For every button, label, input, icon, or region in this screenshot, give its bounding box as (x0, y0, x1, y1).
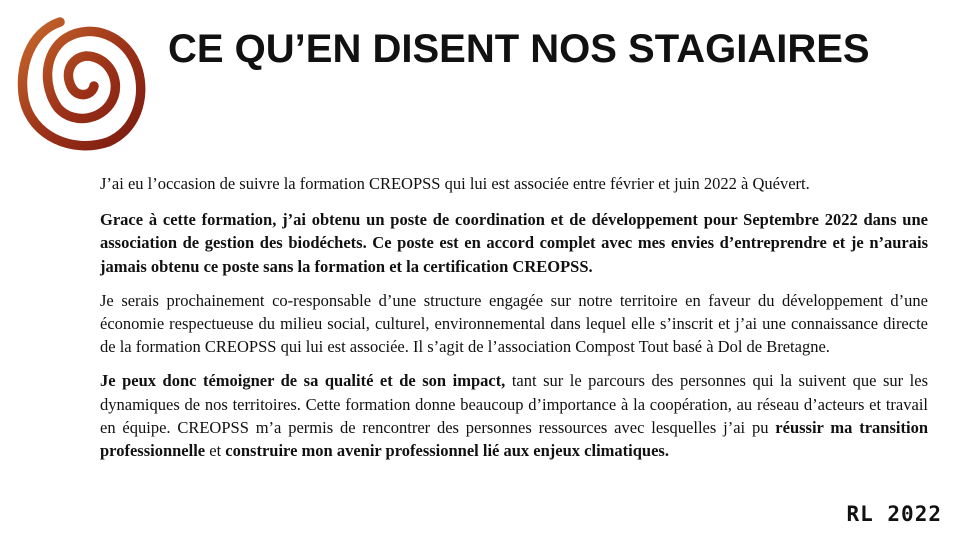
page-title: CE QU’EN DISENT NOS STAGIAIRES (168, 27, 870, 71)
testimonial-text (100, 172, 928, 473)
testimonial-paragraph-3: Je serais prochainement co-responsable d’une structure engagée sur notre territoire en faveur du développement d’une économie respectueuse du milieu social, culturel, environnemental dans lequel elle s’inscrit et j’ai une connaissance directe de la formation CREOPSS qui lui est associée. Il s’agit de l’association Compost Tout basé à Dol de Bretagne. (100, 290, 928, 357)
testimonial-paragraph-2 (100, 208, 928, 278)
spiral-logo-icon (14, 12, 146, 154)
quality-impact-bold: Je peux donc témoigner de sa qualité et de son impact, (100, 371, 506, 391)
testimonial-paragraph-4-text-2: et (205, 441, 226, 461)
transition-bold: réussir ma transition professionnelle (100, 417, 928, 461)
future-bold: construire mon avenir professionnel lié aux enjeux climatiques. (225, 441, 669, 461)
testimonial-paragraph-4-text-1: tant sur le parcours des personnes qui la suivent que sur les dynamiques de nos territoires. Cette formation donne beaucoup d’importance à la coopération, au réseau d’acteurs et travail en équipe. CREOPSS m’a permis de rencontrer des personnes ressources avec lesquelles j’ai pu (100, 371, 928, 437)
testimonial-paragraph-1: J’ai eu l’occasion de suivre la formation CREOPSS qui lui est associée entre février et juin 2022 à Quévert. (100, 174, 810, 193)
testimonial-paragraph-2-bold: Grace à cette formation, j’ai obtenu un poste de coordination et de développement pour Septembre 2022 dans une association de gestion des biodéchets. Ce poste est en accord complet avec mes envies d’entreprendre et je n’aurais jamais obtenu ce poste sans la formation et la certification CREOPSS. (100, 210, 928, 276)
signature: RL 2022 (846, 502, 942, 526)
testimonial-paragraph-4 (100, 369, 928, 462)
